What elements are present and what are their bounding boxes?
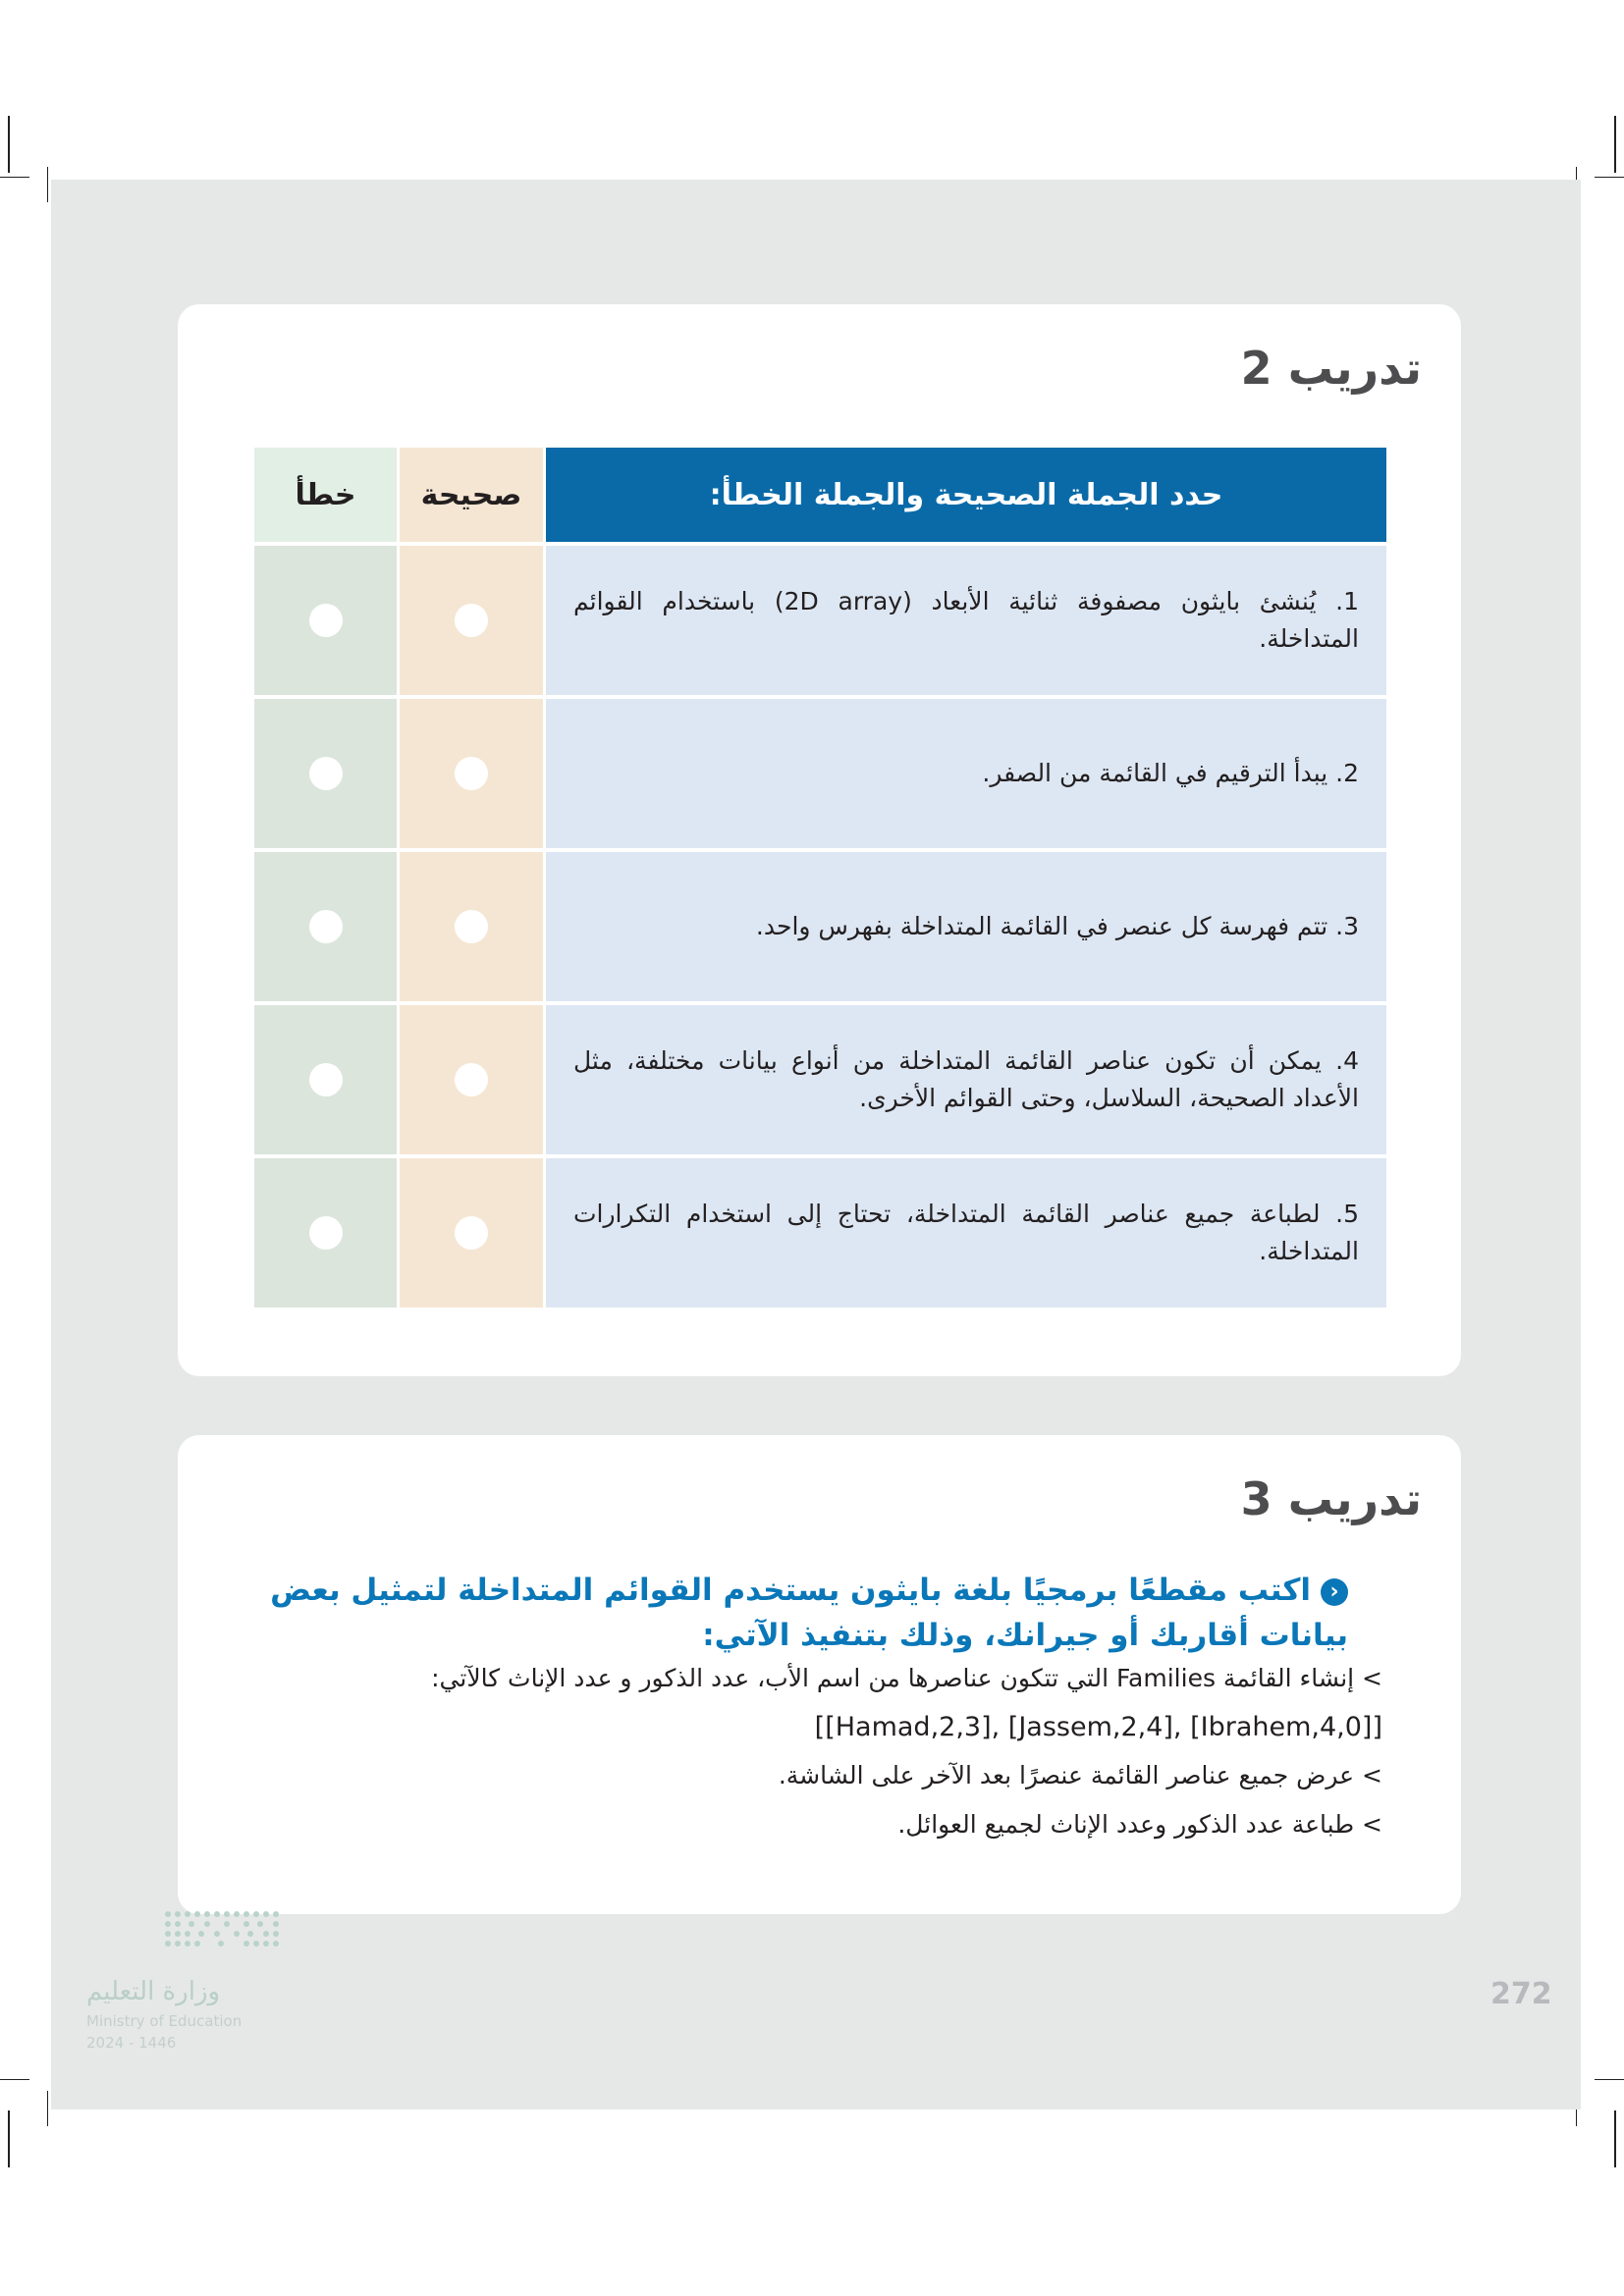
false-cell [254, 546, 397, 695]
task-bullet: > طباعة عدد الذكور وعدد الإناث لجميع العوائل. [897, 1810, 1382, 1839]
edition-year: 2024 - 1446 [86, 2034, 177, 2052]
true-radio[interactable] [455, 1216, 488, 1250]
question-text: 5. لطباعة جميع عناصر القائمة المتداخلة، تحتاج إلى استخدام التكرارات المتداخلة. [573, 1200, 1359, 1265]
question-text: 1. يُنشئ بايثون مصفوفة ثنائية الأبعاد (2D array) باستخدام القوائم المتداخلة. [573, 587, 1359, 653]
crop-mark [1614, 116, 1616, 173]
question-cell [546, 852, 1386, 1001]
exercise-2-title: تدريب 2 [1240, 342, 1422, 395]
ministry-name-english: Ministry of Education [86, 2012, 243, 2030]
table-row [254, 1005, 1386, 1154]
false-radio[interactable] [309, 604, 343, 637]
false-cell [254, 699, 397, 848]
true-radio[interactable] [455, 757, 488, 790]
question-text: 4. يمكن أن تكون عناصر القائمة المتداخلة من أنواع بيانات مختلفة، مثل الأعداد الصحيحة، السلاسل، وحتى القوائم الأخرى. [573, 1046, 1359, 1112]
exercise-3-title: تدريب 3 [1240, 1472, 1422, 1525]
false-radio[interactable] [309, 757, 343, 790]
code-sample: [[Hamad,2,3], [Jassem,2,4], [Ibrahem,4,0]] [814, 1712, 1382, 1742]
table-row [254, 852, 1386, 1001]
true-radio[interactable] [455, 604, 488, 637]
exercise-3-card [178, 1435, 1461, 1914]
true-radio[interactable] [455, 910, 488, 943]
question-text: 2. يبدأ الترقيم في القائمة من الصفر. [982, 759, 1359, 787]
question-cell [546, 1005, 1386, 1154]
false-cell [254, 1005, 397, 1154]
exercise-2-card [178, 304, 1461, 1376]
false-cell [254, 1158, 397, 1308]
false-cell [254, 852, 397, 1001]
question-cell [546, 699, 1386, 848]
task-text: اكتب مقطعًا برمجيًا بلغة بايثون يستخدم القوائم المتداخلة لتمثيل بعض بيانات أقاربك أو جيرانك، وذلك بتنفيذ الآتي: [270, 1573, 1348, 1653]
true-column-header: صحيحة [400, 448, 543, 542]
crop-mark [1595, 177, 1624, 178]
true-cell [400, 546, 543, 695]
false-radio[interactable] [309, 1063, 343, 1096]
ministry-name-arabic: وزارة التعليم [86, 1977, 221, 2006]
true-cell [400, 699, 543, 848]
question-cell [546, 546, 1386, 695]
table-row [254, 1158, 1386, 1308]
false-radio[interactable] [309, 910, 343, 943]
true-cell [400, 1158, 543, 1308]
task-bullet: > عرض جميع عناصر القائمة عنصرًا بعد الآخر على الشاشة. [778, 1761, 1382, 1789]
true-cell [400, 852, 543, 1001]
true-radio[interactable] [455, 1063, 488, 1096]
crop-mark [0, 177, 29, 178]
false-column-header: خطأ [254, 448, 397, 542]
crop-mark [47, 167, 48, 202]
chevron-left-icon: ‹ [1321, 1578, 1348, 1606]
crop-mark [47, 2091, 48, 2126]
crop-mark [1614, 2110, 1616, 2167]
false-radio[interactable] [309, 1216, 343, 1250]
page-number: 272 [1490, 1977, 1552, 2011]
question-cell [546, 1158, 1386, 1308]
crop-mark [1595, 2079, 1624, 2080]
question-text: 3. تتم فهرسة كل عنصر في القائمة المتداخلة بفهرس واحد. [755, 912, 1359, 940]
crop-mark [8, 2110, 10, 2167]
crop-mark [0, 2079, 29, 2080]
table-row [254, 546, 1386, 695]
table-row [254, 699, 1386, 848]
task-instructions [248, 1568, 1348, 1658]
true-cell [400, 1005, 543, 1154]
crop-mark [8, 116, 10, 173]
question-column-header: حدد الجملة الصحيحة والجملة الخطأ: [546, 448, 1386, 542]
task-bullet: > إنشاء القائمة Families التي تتكون عناصرها من اسم الأب، عدد الذكور و عدد الإناث كالآتي: [431, 1664, 1382, 1692]
